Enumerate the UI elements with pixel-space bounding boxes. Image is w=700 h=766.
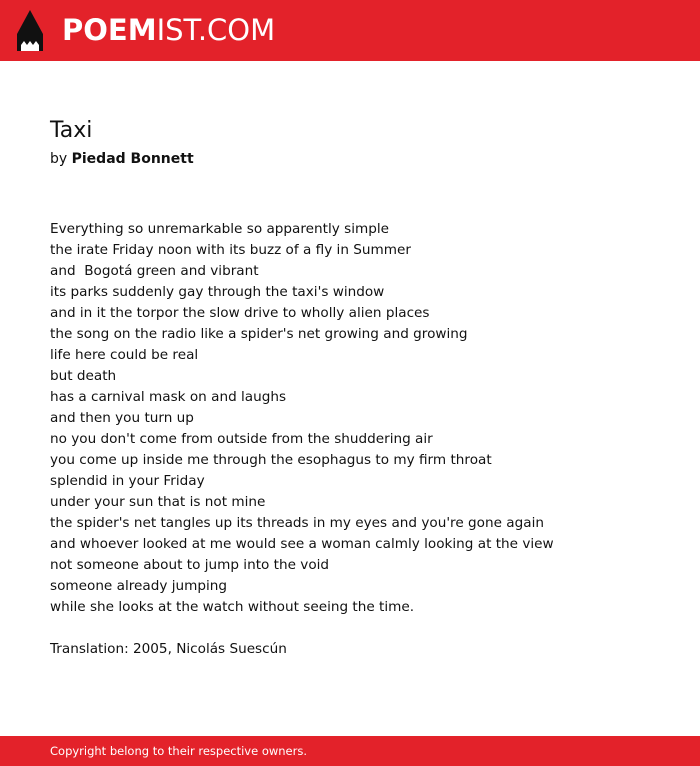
poem-line: the spider's net tangles up its threads in my eyes and you're gone again <box>50 515 544 531</box>
by-label: by <box>50 151 68 167</box>
poem-line: under your sun that is not mine <box>50 494 266 510</box>
poem-body <box>50 219 670 618</box>
poem-line: the song on the radio like a spider's net growing and growing <box>50 326 468 342</box>
poem-line: not someone about to jump into the void <box>50 557 330 573</box>
poem-line: no you don't come from outside from the shuddering air <box>50 431 433 447</box>
pencil-icon <box>17 10 43 51</box>
poem-line: has a carnival mask on and laughs <box>50 389 287 405</box>
poem-line: and then you turn up <box>50 410 194 426</box>
poem-line: its parks suddenly gay through the taxi's window <box>50 284 385 300</box>
poem-title: Taxi <box>50 118 93 143</box>
poem-line: while she looks at the watch without seeing the time. <box>50 599 415 615</box>
copyright-text: Copyright belong to their respective owners. <box>50 744 308 758</box>
poem-line: but death <box>50 368 117 384</box>
poem-byline <box>50 149 194 169</box>
logo-strong-text: POEM <box>62 13 157 47</box>
site-logo[interactable] <box>62 13 275 47</box>
site-footer <box>0 736 700 766</box>
site-header <box>0 0 700 61</box>
poem-line: Everything so unremarkable so apparently simple <box>50 221 389 237</box>
poem-line: the irate Friday noon with its buzz of a fly in Summer <box>50 242 411 258</box>
poem-line: and in it the torpor the slow drive to wholly alien places <box>50 305 430 321</box>
poem-author: Piedad Bonnett <box>71 151 194 167</box>
poem-line: someone already jumping <box>50 578 227 594</box>
translation-credit: Translation: 2005, Nicolás Suescún <box>50 641 287 657</box>
poem-line: you come up inside me through the esophagus to my firm throat <box>50 452 492 468</box>
poem-line: and whoever looked at me would see a woman calmly looking at the view <box>50 536 554 552</box>
poem-line: life here could be real <box>50 347 199 363</box>
poem-line: and Bogotá green and vibrant <box>50 263 259 279</box>
logo-light-text: IST.COM <box>156 13 276 47</box>
poem-line: splendid in your Friday <box>50 473 205 489</box>
